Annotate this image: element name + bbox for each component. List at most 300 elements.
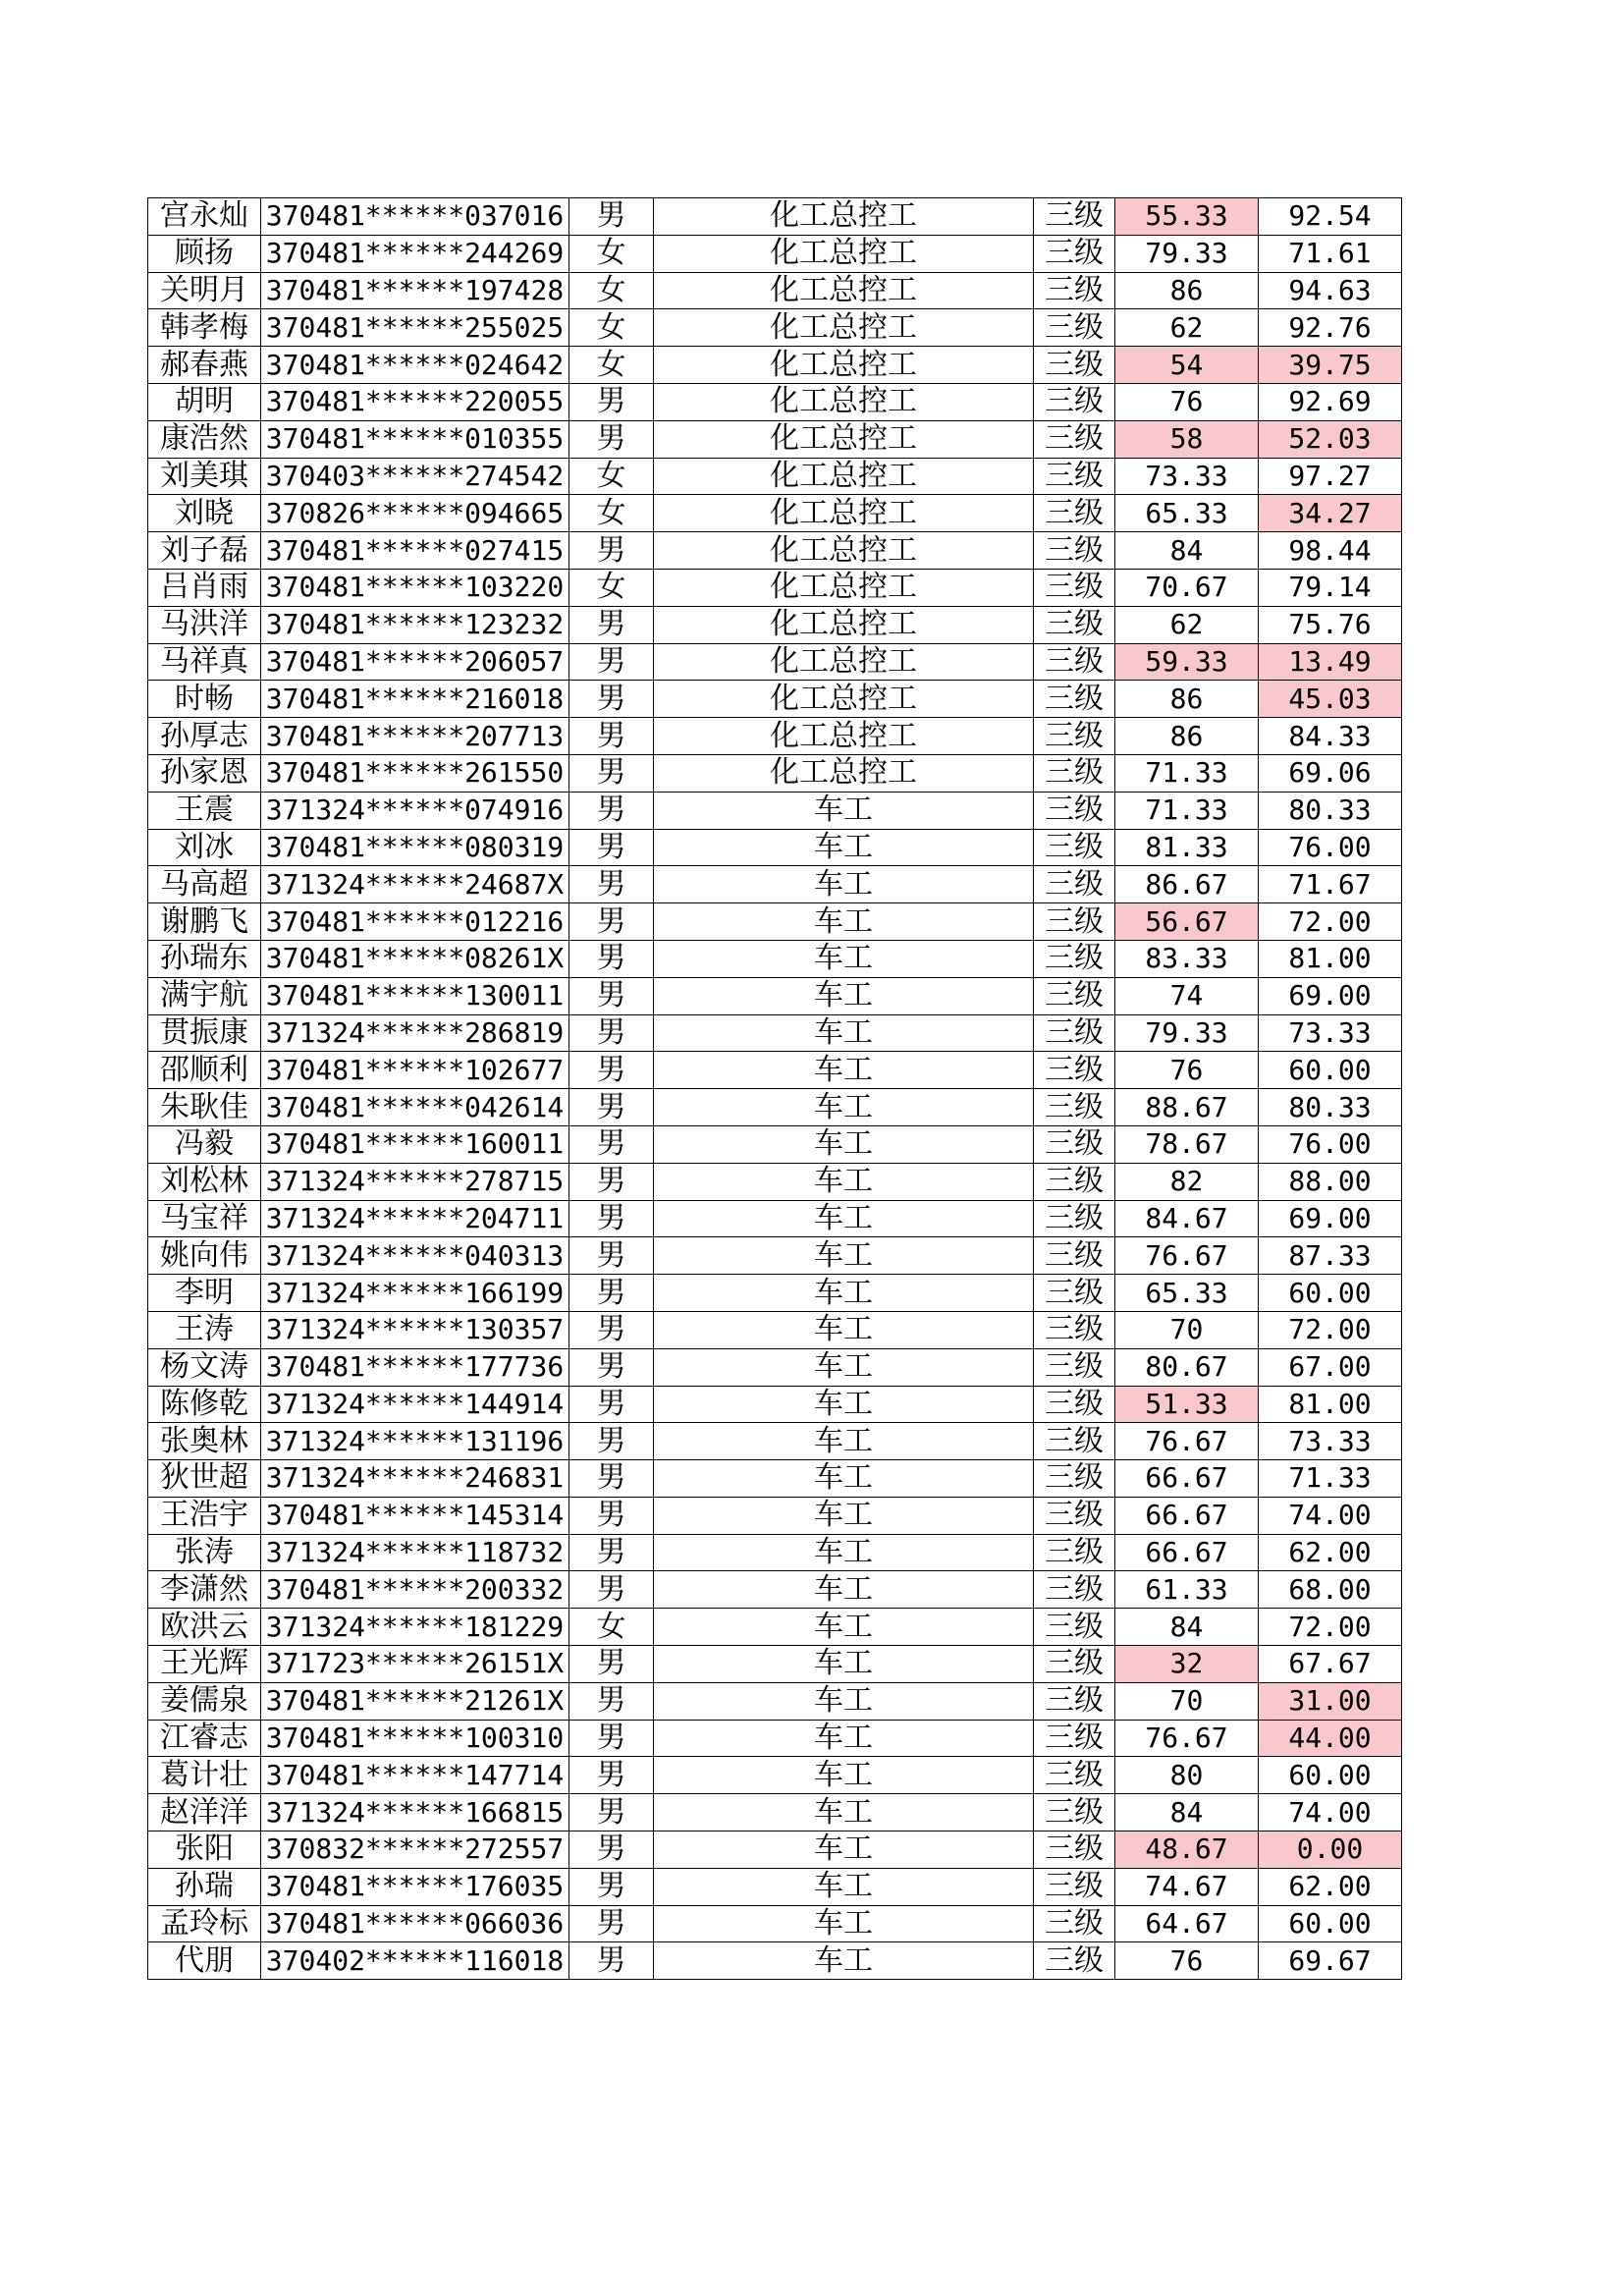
level-cell: 三级	[1034, 1423, 1115, 1460]
id-number-cell: 371324******130357	[261, 1311, 569, 1348]
occupation-cell: 化工总控工	[654, 235, 1034, 272]
name-cell: 葛计壮	[148, 1757, 261, 1794]
table-row	[148, 1571, 1402, 1609]
practical-score-cell: 98.44	[1259, 532, 1402, 570]
id-number-cell: 370481******102677	[261, 1052, 569, 1089]
gender-cell: 男	[569, 1757, 654, 1794]
table-row	[148, 569, 1402, 606]
id-number-cell: 370481******080319	[261, 829, 569, 866]
theory-score-cell: 88.67	[1115, 1089, 1259, 1126]
name-cell: 赵洋洋	[148, 1794, 261, 1831]
name-cell: 刘冰	[148, 829, 261, 866]
theory-score-cell: 48.67	[1115, 1831, 1259, 1869]
practical-score-cell: 92.76	[1259, 309, 1402, 347]
practical-score-cell: 81.00	[1259, 940, 1402, 977]
gender-cell: 男	[569, 1942, 654, 1980]
theory-score-cell: 84	[1115, 1794, 1259, 1831]
table-row	[148, 198, 1402, 236]
theory-score-cell: 79.33	[1115, 1014, 1259, 1052]
id-number-cell: 370832******272557	[261, 1831, 569, 1869]
occupation-cell: 车工	[654, 903, 1034, 941]
table-row	[148, 383, 1402, 420]
occupation-cell: 车工	[654, 1014, 1034, 1052]
theory-score-cell: 54	[1115, 347, 1259, 384]
occupation-cell: 车工	[654, 1534, 1034, 1571]
gender-cell: 男	[569, 1348, 654, 1386]
practical-score-cell: 74.00	[1259, 1497, 1402, 1534]
table-row	[148, 606, 1402, 643]
gender-cell: 男	[569, 1089, 654, 1126]
table-row	[148, 1311, 1402, 1348]
practical-score-cell: 69.06	[1259, 754, 1402, 792]
name-cell: 韩孝梅	[148, 309, 261, 347]
theory-score-cell: 70	[1115, 1311, 1259, 1348]
practical-score-cell: 76.00	[1259, 829, 1402, 866]
occupation-cell: 车工	[654, 1905, 1034, 1942]
level-cell: 三级	[1034, 1720, 1115, 1757]
occupation-cell: 车工	[654, 1348, 1034, 1386]
level-cell: 三级	[1034, 829, 1115, 866]
gender-cell: 男	[569, 866, 654, 903]
name-cell: 张阳	[148, 1831, 261, 1869]
gender-cell: 男	[569, 1163, 654, 1200]
occupation-cell: 化工总控工	[654, 718, 1034, 755]
table-row	[148, 718, 1402, 755]
level-cell: 三级	[1034, 792, 1115, 829]
practical-score-cell: 60.00	[1259, 1757, 1402, 1794]
gender-cell: 男	[569, 198, 654, 236]
table-row	[148, 235, 1402, 272]
practical-score-cell: 92.54	[1259, 198, 1402, 236]
level-cell: 三级	[1034, 681, 1115, 718]
occupation-cell: 车工	[654, 866, 1034, 903]
name-cell: 郝春燕	[148, 347, 261, 384]
practical-score-cell: 62.00	[1259, 1534, 1402, 1571]
name-cell: 孙厚志	[148, 718, 261, 755]
table-row	[148, 903, 1402, 941]
level-cell: 三级	[1034, 1460, 1115, 1498]
name-cell: 时畅	[148, 681, 261, 718]
gender-cell: 男	[569, 1497, 654, 1534]
occupation-cell: 车工	[654, 977, 1034, 1014]
occupation-cell: 车工	[654, 1311, 1034, 1348]
table-row	[148, 1052, 1402, 1089]
id-number-cell: 370481******177736	[261, 1348, 569, 1386]
occupation-cell: 车工	[654, 1720, 1034, 1757]
level-cell: 三级	[1034, 903, 1115, 941]
id-number-cell: 370481******024642	[261, 347, 569, 384]
table-row	[148, 1125, 1402, 1163]
level-cell: 三级	[1034, 458, 1115, 495]
gender-cell: 男	[569, 1423, 654, 1460]
name-cell: 冯毅	[148, 1125, 261, 1163]
occupation-cell: 车工	[654, 1868, 1034, 1905]
theory-score-cell: 79.33	[1115, 235, 1259, 272]
gender-cell: 男	[569, 1237, 654, 1275]
theory-score-cell: 58	[1115, 420, 1259, 458]
theory-score-cell: 86	[1115, 272, 1259, 309]
gender-cell: 男	[569, 1386, 654, 1423]
gender-cell: 男	[569, 718, 654, 755]
practical-score-cell: 73.33	[1259, 1423, 1402, 1460]
theory-score-cell: 76.67	[1115, 1720, 1259, 1757]
id-number-cell: 370481******220055	[261, 383, 569, 420]
level-cell: 三级	[1034, 1275, 1115, 1312]
table-row	[148, 495, 1402, 532]
level-cell: 三级	[1034, 1682, 1115, 1720]
name-cell: 刘松林	[148, 1163, 261, 1200]
practical-score-cell: 31.00	[1259, 1682, 1402, 1720]
id-number-cell: 370481******147714	[261, 1757, 569, 1794]
practical-score-cell: 69.00	[1259, 977, 1402, 1014]
name-cell: 王光辉	[148, 1646, 261, 1683]
table-row	[148, 1497, 1402, 1534]
practical-score-cell: 76.00	[1259, 1125, 1402, 1163]
level-cell: 三级	[1034, 1125, 1115, 1163]
id-number-cell: 371324******144914	[261, 1386, 569, 1423]
id-number-cell: 371324******24687X	[261, 866, 569, 903]
id-number-cell: 370481******100310	[261, 1720, 569, 1757]
id-number-cell: 370481******21261X	[261, 1682, 569, 1720]
id-number-cell: 370481******261550	[261, 754, 569, 792]
table-row	[148, 1609, 1402, 1646]
practical-score-cell: 52.03	[1259, 420, 1402, 458]
table-row	[148, 1534, 1402, 1571]
name-cell: 马洪洋	[148, 606, 261, 643]
gender-cell: 男	[569, 829, 654, 866]
practical-score-cell: 60.00	[1259, 1052, 1402, 1089]
id-number-cell: 371324******131196	[261, 1423, 569, 1460]
theory-score-cell: 86	[1115, 681, 1259, 718]
table-row	[148, 1275, 1402, 1312]
practical-score-cell: 80.33	[1259, 1089, 1402, 1126]
occupation-cell: 化工总控工	[654, 606, 1034, 643]
occupation-cell: 车工	[654, 1386, 1034, 1423]
theory-score-cell: 70.67	[1115, 569, 1259, 606]
practical-score-cell: 71.33	[1259, 1460, 1402, 1498]
gender-cell: 男	[569, 1868, 654, 1905]
name-cell: 陈修乾	[148, 1386, 261, 1423]
occupation-cell: 化工总控工	[654, 198, 1034, 236]
id-number-cell: 370826******094665	[261, 495, 569, 532]
theory-score-cell: 62	[1115, 606, 1259, 643]
id-number-cell: 371324******040313	[261, 1237, 569, 1275]
practical-score-cell: 60.00	[1259, 1275, 1402, 1312]
gender-cell: 女	[569, 569, 654, 606]
id-number-cell: 370481******012216	[261, 903, 569, 941]
occupation-cell: 车工	[654, 1942, 1034, 1980]
id-number-cell: 370481******197428	[261, 272, 569, 309]
level-cell: 三级	[1034, 1905, 1115, 1942]
id-number-cell: 370481******160011	[261, 1125, 569, 1163]
occupation-cell: 化工总控工	[654, 383, 1034, 420]
level-cell: 三级	[1034, 977, 1115, 1014]
theory-score-cell: 62	[1115, 309, 1259, 347]
occupation-cell: 化工总控工	[654, 458, 1034, 495]
id-number-cell: 370481******103220	[261, 569, 569, 606]
level-cell: 三级	[1034, 1534, 1115, 1571]
level-cell: 三级	[1034, 1200, 1115, 1237]
id-number-cell: 370481******244269	[261, 235, 569, 272]
practical-score-cell: 81.00	[1259, 1386, 1402, 1423]
name-cell: 马祥真	[148, 643, 261, 681]
occupation-cell: 车工	[654, 792, 1034, 829]
level-cell: 三级	[1034, 1831, 1115, 1869]
table-row	[148, 866, 1402, 903]
name-cell: 马高超	[148, 866, 261, 903]
practical-score-cell: 75.76	[1259, 606, 1402, 643]
table-row	[148, 1831, 1402, 1869]
name-cell: 狄世超	[148, 1460, 261, 1498]
theory-score-cell: 32	[1115, 1646, 1259, 1683]
occupation-cell: 车工	[654, 1125, 1034, 1163]
table-row	[148, 1905, 1402, 1942]
id-number-cell: 370481******010355	[261, 420, 569, 458]
table-row	[148, 1682, 1402, 1720]
gender-cell: 男	[569, 1571, 654, 1609]
level-cell: 三级	[1034, 272, 1115, 309]
theory-score-cell: 61.33	[1115, 1571, 1259, 1609]
name-cell: 江睿志	[148, 1720, 261, 1757]
theory-score-cell: 76	[1115, 383, 1259, 420]
theory-score-cell: 80	[1115, 1757, 1259, 1794]
theory-score-cell: 76	[1115, 1942, 1259, 1980]
theory-score-cell: 76.67	[1115, 1237, 1259, 1275]
table-row	[148, 977, 1402, 1014]
id-number-cell: 371723******26151X	[261, 1646, 569, 1683]
level-cell: 三级	[1034, 1609, 1115, 1646]
practical-score-cell: 74.00	[1259, 1794, 1402, 1831]
level-cell: 三级	[1034, 643, 1115, 681]
gender-cell: 女	[569, 495, 654, 532]
level-cell: 三级	[1034, 1311, 1115, 1348]
practical-score-cell: 94.63	[1259, 272, 1402, 309]
gender-cell: 男	[569, 532, 654, 570]
practical-score-cell: 68.00	[1259, 1571, 1402, 1609]
occupation-cell: 化工总控工	[654, 569, 1034, 606]
name-cell: 杨文涛	[148, 1348, 261, 1386]
level-cell: 三级	[1034, 532, 1115, 570]
id-number-cell: 370481******207713	[261, 718, 569, 755]
table-row	[148, 1423, 1402, 1460]
practical-score-cell: 71.61	[1259, 235, 1402, 272]
theory-score-cell: 74	[1115, 977, 1259, 1014]
practical-score-cell: 44.00	[1259, 1720, 1402, 1757]
level-cell: 三级	[1034, 495, 1115, 532]
theory-score-cell: 59.33	[1115, 643, 1259, 681]
practical-score-cell: 69.67	[1259, 1942, 1402, 1980]
name-cell: 马宝祥	[148, 1200, 261, 1237]
gender-cell: 男	[569, 1646, 654, 1683]
id-number-cell: 370481******145314	[261, 1497, 569, 1534]
level-cell: 三级	[1034, 1794, 1115, 1831]
level-cell: 三级	[1034, 1163, 1115, 1200]
practical-score-cell: 69.00	[1259, 1200, 1402, 1237]
gender-cell: 男	[569, 1125, 654, 1163]
theory-score-cell: 71.33	[1115, 754, 1259, 792]
occupation-cell: 车工	[654, 1089, 1034, 1126]
name-cell: 孙瑞东	[148, 940, 261, 977]
id-number-cell: 370481******037016	[261, 198, 569, 236]
gender-cell: 男	[569, 606, 654, 643]
level-cell: 三级	[1034, 1237, 1115, 1275]
table-row	[148, 643, 1402, 681]
id-number-cell: 371324******166199	[261, 1275, 569, 1312]
table-row	[148, 1014, 1402, 1052]
name-cell: 李明	[148, 1275, 261, 1312]
table-row	[148, 1237, 1402, 1275]
table-row	[148, 1646, 1402, 1683]
practical-score-cell: 72.00	[1259, 1609, 1402, 1646]
name-cell: 朱耿佳	[148, 1089, 261, 1126]
id-number-cell: 371324******166815	[261, 1794, 569, 1831]
level-cell: 三级	[1034, 940, 1115, 977]
theory-score-cell: 51.33	[1115, 1386, 1259, 1423]
occupation-cell: 化工总控工	[654, 309, 1034, 347]
level-cell: 三级	[1034, 1646, 1115, 1683]
id-number-cell: 370481******255025	[261, 309, 569, 347]
occupation-cell: 化工总控工	[654, 532, 1034, 570]
name-cell: 贯振康	[148, 1014, 261, 1052]
level-cell: 三级	[1034, 347, 1115, 384]
level-cell: 三级	[1034, 569, 1115, 606]
occupation-cell: 车工	[654, 1609, 1034, 1646]
name-cell: 孙家恩	[148, 754, 261, 792]
gender-cell: 男	[569, 1014, 654, 1052]
occupation-cell: 车工	[654, 1794, 1034, 1831]
table-row	[148, 1794, 1402, 1831]
occupation-cell: 车工	[654, 1460, 1034, 1498]
practical-score-cell: 88.00	[1259, 1163, 1402, 1200]
practical-score-cell: 62.00	[1259, 1868, 1402, 1905]
table-row	[148, 420, 1402, 458]
occupation-cell: 化工总控工	[654, 495, 1034, 532]
name-cell: 姚向伟	[148, 1237, 261, 1275]
occupation-cell: 车工	[654, 940, 1034, 977]
theory-score-cell: 65.33	[1115, 495, 1259, 532]
table-row	[148, 1868, 1402, 1905]
name-cell: 关明月	[148, 272, 261, 309]
table-row	[148, 309, 1402, 347]
occupation-cell: 车工	[654, 1831, 1034, 1869]
practical-score-cell: 84.33	[1259, 718, 1402, 755]
id-number-cell: 370481******042614	[261, 1089, 569, 1126]
level-cell: 三级	[1034, 420, 1115, 458]
name-cell: 李潇然	[148, 1571, 261, 1609]
occupation-cell: 车工	[654, 1237, 1034, 1275]
table-row	[148, 1163, 1402, 1200]
level-cell: 三级	[1034, 866, 1115, 903]
table-row	[148, 754, 1402, 792]
table-row	[148, 1942, 1402, 1980]
table-row	[148, 347, 1402, 384]
theory-score-cell: 80.67	[1115, 1348, 1259, 1386]
practical-score-cell: 0.00	[1259, 1831, 1402, 1869]
practical-score-cell: 92.69	[1259, 383, 1402, 420]
practical-score-cell: 72.00	[1259, 903, 1402, 941]
occupation-cell: 车工	[654, 1682, 1034, 1720]
practical-score-cell: 71.67	[1259, 866, 1402, 903]
level-cell: 三级	[1034, 1942, 1115, 1980]
theory-score-cell: 76	[1115, 1052, 1259, 1089]
occupation-cell: 车工	[654, 1423, 1034, 1460]
gender-cell: 女	[569, 235, 654, 272]
theory-score-cell: 74.67	[1115, 1868, 1259, 1905]
level-cell: 三级	[1034, 1571, 1115, 1609]
gender-cell: 男	[569, 1052, 654, 1089]
occupation-cell: 化工总控工	[654, 681, 1034, 718]
name-cell: 胡明	[148, 383, 261, 420]
table-row	[148, 1460, 1402, 1498]
occupation-cell: 化工总控工	[654, 420, 1034, 458]
theory-score-cell: 86.67	[1115, 866, 1259, 903]
gender-cell: 男	[569, 1905, 654, 1942]
id-number-cell: 370481******027415	[261, 532, 569, 570]
theory-score-cell: 73.33	[1115, 458, 1259, 495]
practical-score-cell: 67.00	[1259, 1348, 1402, 1386]
id-number-cell: 370481******200332	[261, 1571, 569, 1609]
id-number-cell: 371324******204711	[261, 1200, 569, 1237]
gender-cell: 男	[569, 903, 654, 941]
gender-cell: 女	[569, 309, 654, 347]
name-cell: 宫永灿	[148, 198, 261, 236]
id-number-cell: 371324******246831	[261, 1460, 569, 1498]
name-cell: 孟玲标	[148, 1905, 261, 1942]
id-number-cell: 370481******066036	[261, 1905, 569, 1942]
level-cell: 三级	[1034, 1052, 1115, 1089]
gender-cell: 男	[569, 1460, 654, 1498]
level-cell: 三级	[1034, 198, 1115, 236]
id-number-cell: 371324******181229	[261, 1609, 569, 1646]
level-cell: 三级	[1034, 383, 1115, 420]
table-row	[148, 792, 1402, 829]
name-cell: 谢鹏飞	[148, 903, 261, 941]
name-cell: 刘美琪	[148, 458, 261, 495]
name-cell: 满宇航	[148, 977, 261, 1014]
table-row	[148, 1089, 1402, 1126]
gender-cell: 男	[569, 1720, 654, 1757]
occupation-cell: 车工	[654, 1163, 1034, 1200]
gender-cell: 男	[569, 1200, 654, 1237]
gender-cell: 男	[569, 420, 654, 458]
theory-score-cell: 86	[1115, 718, 1259, 755]
id-number-cell: 371324******118732	[261, 1534, 569, 1571]
theory-score-cell: 66.67	[1115, 1534, 1259, 1571]
theory-score-cell: 83.33	[1115, 940, 1259, 977]
name-cell: 孙瑞	[148, 1868, 261, 1905]
level-cell: 三级	[1034, 1497, 1115, 1534]
gender-cell: 男	[569, 1275, 654, 1312]
theory-score-cell: 84.67	[1115, 1200, 1259, 1237]
id-number-cell: 370481******216018	[261, 681, 569, 718]
level-cell: 三级	[1034, 235, 1115, 272]
name-cell: 邵顺利	[148, 1052, 261, 1089]
occupation-cell: 化工总控工	[654, 347, 1034, 384]
practical-score-cell: 39.75	[1259, 347, 1402, 384]
practical-score-cell: 73.33	[1259, 1014, 1402, 1052]
occupation-cell: 化工总控工	[654, 643, 1034, 681]
practical-score-cell: 13.49	[1259, 643, 1402, 681]
occupation-cell: 化工总控工	[654, 754, 1034, 792]
id-number-cell: 370402******116018	[261, 1942, 569, 1980]
practical-score-cell: 87.33	[1259, 1237, 1402, 1275]
level-cell: 三级	[1034, 1014, 1115, 1052]
name-cell: 姜儒泉	[148, 1682, 261, 1720]
table-row	[148, 681, 1402, 718]
id-number-cell: 370481******206057	[261, 643, 569, 681]
gender-cell: 男	[569, 643, 654, 681]
name-cell: 王涛	[148, 1311, 261, 1348]
